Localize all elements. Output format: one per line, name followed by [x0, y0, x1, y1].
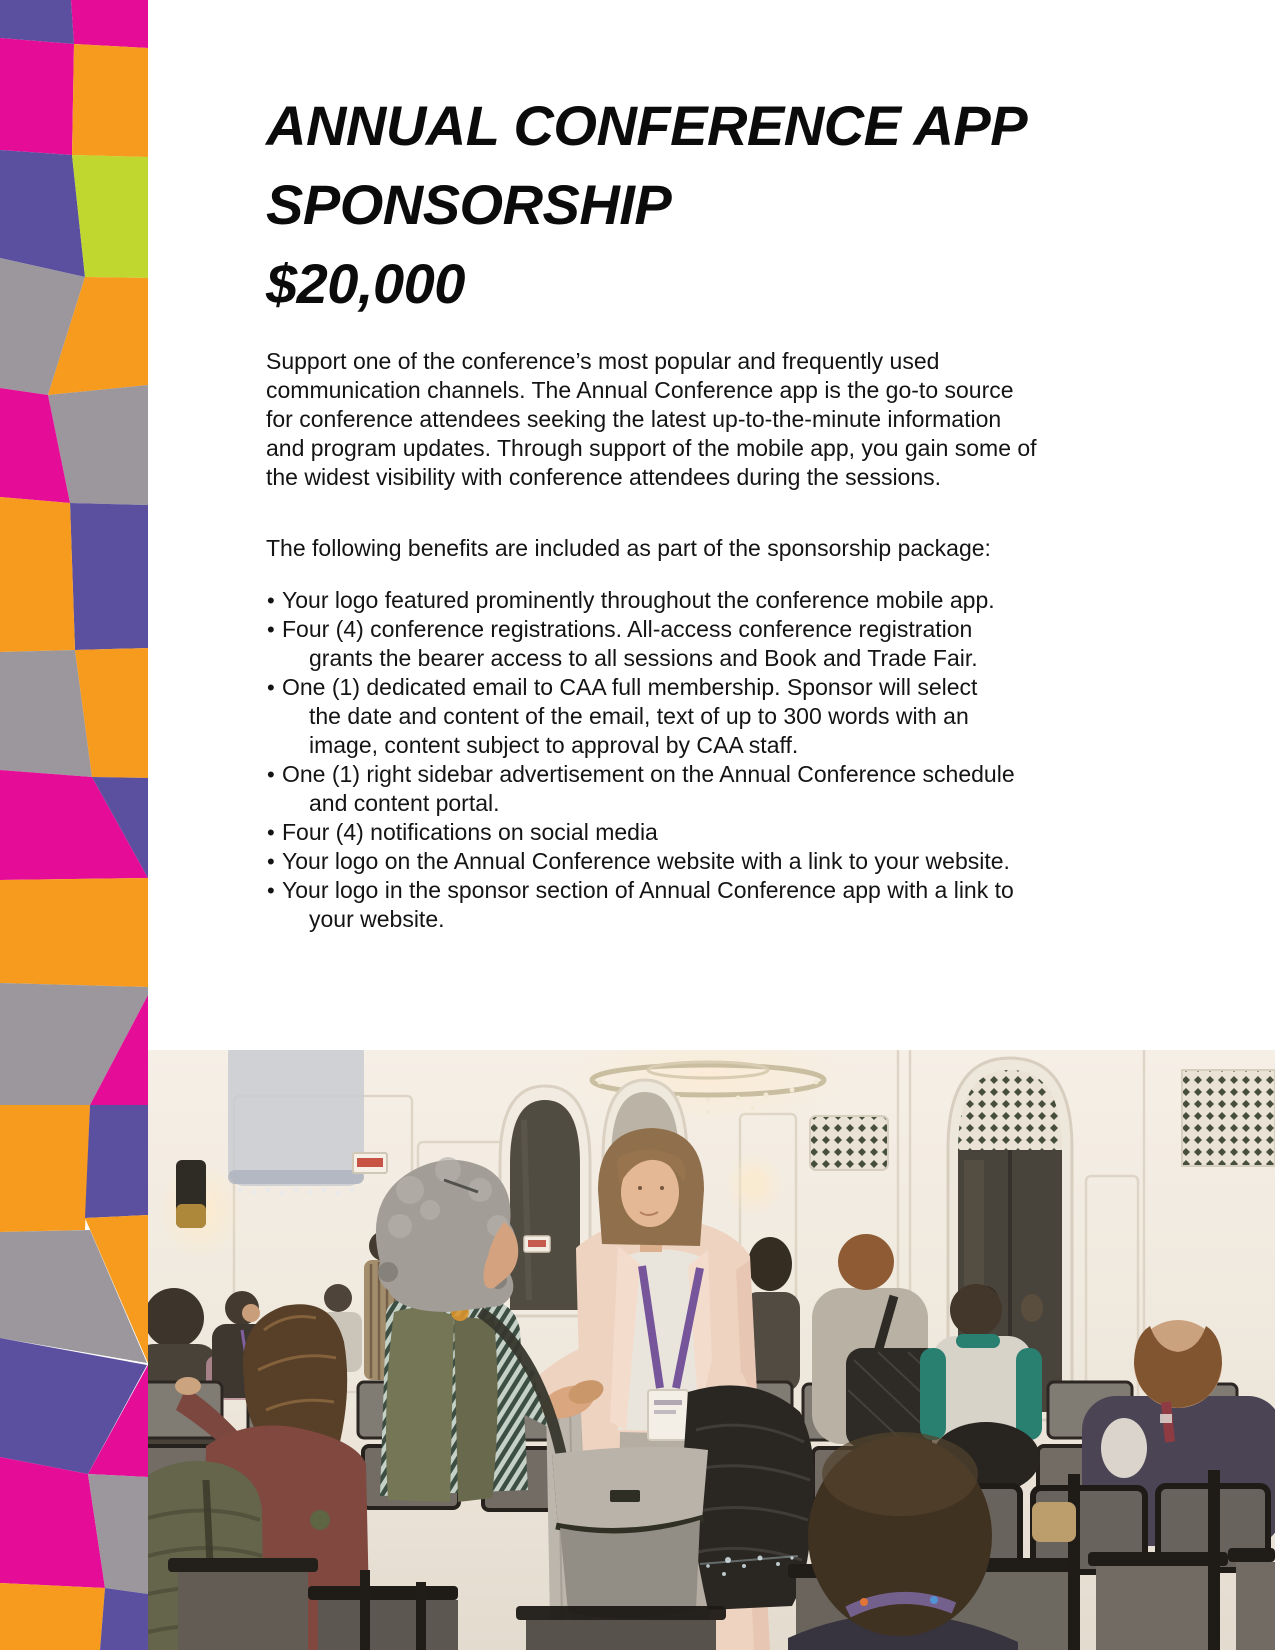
bullet-icon: •	[267, 878, 275, 903]
content-column	[266, 0, 1136, 934]
intro-line: Support one of the conference’s most popular and frequently used	[266, 348, 940, 374]
benefit-line: the date and content of the email, text of up to 300 words with an	[309, 703, 969, 729]
benefit-line: Four (4) notifications on social media	[282, 819, 658, 845]
benefit-item	[266, 615, 1136, 673]
benefit-item	[266, 876, 1136, 934]
title-line-1: ANNUAL CONFERENCE APP	[266, 94, 1028, 157]
bullet-icon: •	[267, 849, 275, 874]
conference-photo	[148, 1050, 1275, 1650]
benefit-line: image, content subject to approval by CAA staff.	[309, 732, 799, 758]
benefit-line: Four (4) conference registrations. All-access conference registration	[282, 616, 973, 642]
bullet-icon: •	[267, 675, 275, 700]
benefit-item	[266, 818, 1136, 847]
benefit-item	[266, 673, 1136, 760]
benefits-list	[266, 586, 1136, 934]
benefit-line: your website.	[309, 906, 445, 932]
warm-light-overlay	[148, 1050, 1275, 1650]
bullet-icon: •	[267, 820, 275, 845]
benefit-line: One (1) right sidebar advertisement on the Annual Conference schedule	[282, 761, 1015, 787]
page-title	[266, 86, 1136, 323]
intro-line: the widest visibility with conference attendees during the sessions.	[266, 464, 942, 490]
benefit-item	[266, 760, 1136, 818]
benefit-line: Your logo on the Annual Conference website with a link to your website.	[282, 848, 1010, 874]
intro-paragraph	[266, 347, 1136, 492]
intro-line: and program updates. Through support of the mobile app, you gain some of	[266, 435, 1037, 461]
intro-line: communication channels. The Annual Conference app is the go-to source	[266, 377, 1014, 403]
benefits-lead: The following benefits are included as part of the sponsorship package:	[266, 535, 991, 561]
decorative-mosaic-strip	[0, 0, 148, 1650]
benefit-item	[266, 847, 1136, 876]
intro-line: for conference attendees seeking the latest up-to-the-minute information	[266, 406, 1002, 432]
bullet-icon: •	[267, 617, 275, 642]
benefit-line: One (1) dedicated email to CAA full membership. Sponsor will select	[282, 674, 978, 700]
benefit-item	[266, 586, 1136, 615]
benefit-line: Your logo featured prominently throughout the conference mobile app.	[282, 587, 995, 613]
benefit-line: and content portal.	[309, 790, 500, 816]
bullet-icon: •	[267, 588, 275, 613]
mosaic-pattern	[0, 0, 148, 1650]
benefit-line: grants the bearer access to all sessions and Book and Trade Fair.	[309, 645, 978, 671]
benefit-line: Your logo in the sponsor section of Annual Conference app with a link to	[282, 877, 1014, 903]
bullet-icon: •	[267, 762, 275, 787]
title-line-3: $20,000	[266, 252, 465, 315]
title-line-2: SPONSORSHIP	[266, 173, 672, 236]
